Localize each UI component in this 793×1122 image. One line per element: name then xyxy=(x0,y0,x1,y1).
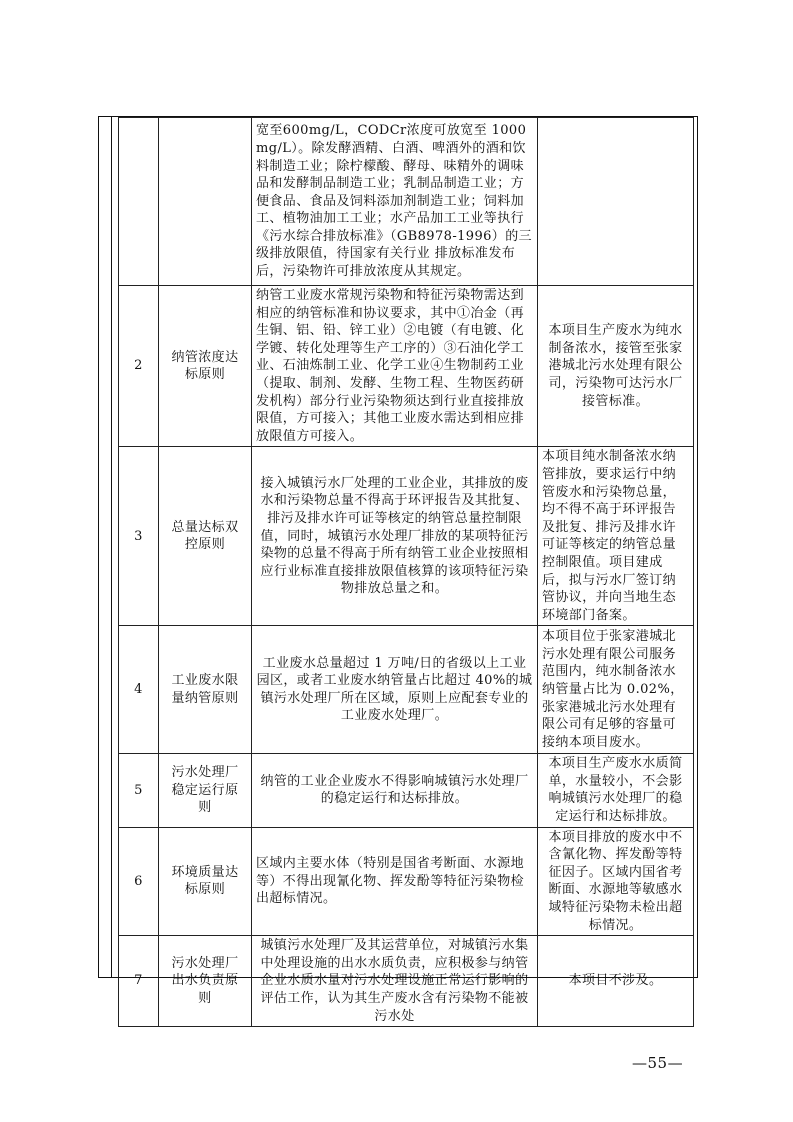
table-row xyxy=(119,447,694,626)
row-number: 3 xyxy=(119,447,159,626)
project-result: 本项目生产废水为纯水制备浓水，接管至张家港城北污水处理有限公司，污染物可达污水厂接管标准。 xyxy=(538,286,694,447)
table-row xyxy=(119,936,694,1027)
principle-name: 总量达标双控原则 xyxy=(159,447,252,626)
table-row xyxy=(119,286,694,447)
table-row xyxy=(119,754,694,827)
table-row xyxy=(119,626,694,754)
row-number: 4 xyxy=(119,626,159,754)
project-result xyxy=(538,118,694,286)
principle-description: 接入城镇污水厂处理的工业企业，其排放的废水和污染物总量不得高于环评报告及其批复、排污及排水许可证等核定的纳管总量控制限值，同时，城镇污水处理厂排放的某项特征污染物的总量不得高于所有纳管工业企业按照相应行业标准直接排放限值核算的该项特征污染物排放总量之和。 xyxy=(252,447,538,626)
frame-inner-line xyxy=(111,117,112,977)
principle-description: 纳管工业废水常规污染物和特征污染物需达到相应的纳管标准和协议要求，其中①冶金（再生铜、铝、铅、锌工业）②电镀（有电镀、化学镀、转化处理等生产工序的）③石油化学工业、石油炼制工业、化学工业④生物制药工业（提取、制剂、发酵、生物工程、生物医药研发机构）部分行业污染物须达到行业直接排放限值，方可接入；其他工业废水需达到相应排放限值方可接入。 xyxy=(252,286,538,447)
principle-name: 环境质量达标原则 xyxy=(159,827,252,936)
page-number: —55— xyxy=(632,1054,684,1072)
row-number: 2 xyxy=(119,286,159,447)
principle-name: 污水处理厂出水负责原则 xyxy=(159,936,252,1027)
principle-description: 纳管的工业企业废水不得影响城镇污水处理厂的稳定运行和达标排放。 xyxy=(252,754,538,827)
project-result: 本项目位于张家港城北污水处理有限公司服务范围内，纯水制备浓水纳管量占比为 0.02%，张家港城北污水处理有限公司有足够的容量可接纳本项目废水。 xyxy=(538,626,694,754)
project-result: 本项目排放的废水中不含氰化物、挥发酚等特征因子。区域内国省考断面、水源地等敏感水域特征污染物未检出超标情况。 xyxy=(538,827,694,936)
principle-description: 工业废水总量超过 1 万吨/日的省级以上工业园区，或者工业废水纳管量占比超过 40%的城镇污水处理厂所在区域，原则上应配套专业的工业废水处理厂。 xyxy=(252,626,538,754)
project-result: 本项目生产废水水质简单，水量较小，不会影响城镇污水处理厂的稳定运行和达标排放。 xyxy=(538,754,694,827)
principle-name: 纳管浓度达标原则 xyxy=(159,286,252,447)
row-number: 6 xyxy=(119,827,159,936)
principle-name: 污水处理厂稳定运行原则 xyxy=(159,754,252,827)
row-number: 7 xyxy=(119,936,159,1027)
page-frame xyxy=(98,116,698,1024)
assessment-table xyxy=(118,117,694,1027)
principle-description: 区域内主要水体（特别是国省考断面、水源地等）不得出现氰化物、挥发酚等特征污染物检出超标情况。 xyxy=(252,827,538,936)
project-result: 本项目不涉及。 xyxy=(538,936,694,1027)
table-row xyxy=(119,118,694,286)
principle-description: 城镇污水处理厂及其运营单位，对城镇污水集中处理设施的出水水质负责，应积极参与纳管企业水质水量对污水处理设施正常运行影响的评估工作，认为其生产废水含有污染物不能被污水处 xyxy=(252,936,538,1027)
principle-name xyxy=(159,118,252,286)
row-number xyxy=(119,118,159,286)
project-result: 本项目纯水制备浓水纳管排放，要求运行中纳管废水和污染物总量，均不得不高于环评报告及批复、排污及排水许可证等核定的纳管总量控制限值。项目建成后，拟与污水厂签订纳管协议，并向当地生态环境部门备案。 xyxy=(538,447,694,626)
principle-name: 工业废水限量纳管原则 xyxy=(159,626,252,754)
table-row xyxy=(119,827,694,936)
row-number: 5 xyxy=(119,754,159,827)
principle-description: 宽至600mg/L，CODCr浓度可放宽至 1000mg/L）。除发酵酒精、白酒、啤酒外的酒和饮料制造工业；除柠檬酸、酵母、味精外的调味品和发酵制品制造工业；乳制品制造工业；方便食品、食品及饲料添加剂制造工业；饲料加工、植物油加工工业；水产品加工工业等执行《污水综合排放标准》（GB8978-1996）的三级排放限值，待国家有关行业 排放标准发布后，污染物许可排放浓度从其规定。 xyxy=(252,118,538,286)
